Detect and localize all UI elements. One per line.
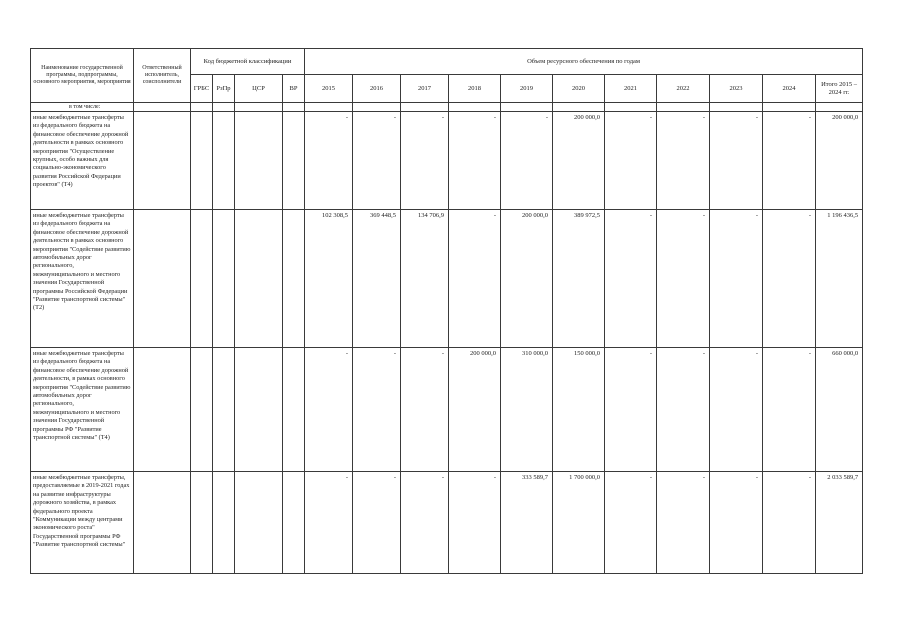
value-cell: - [353,348,401,472]
header-year: 2018 [449,75,501,103]
value-cell: 102 308,5 [305,210,353,348]
row-total: 2 033 589,7 [816,472,863,574]
row-name: иные межбюджетные трансферты из федерального бюджета на финансовое обеспечение дорожной деятельности в рамках основного мероприятия "Осуществление крупных, особо важных для социально-экономического развития Российской Федерации проектов" (Т4) [31,112,134,210]
value-cell: 134 706,9 [401,210,449,348]
value-cell: - [657,112,710,210]
value-cell: - [710,472,763,574]
value-cell: - [710,210,763,348]
header-year: 2019 [501,75,553,103]
value-cell: - [305,112,353,210]
value-cell: - [605,472,657,574]
header-year: 2017 [401,75,449,103]
value-cell: - [305,348,353,472]
empty-cell [134,210,191,348]
empty-cell [191,348,213,472]
value-cell: - [305,472,353,574]
row-name: иные межбюджетные трансферты, предоставляемые в 2019-2021 годах на развитие инфраструктуры дорожного хозяйства, в рамках федерального проекта "Коммуникации между центрами экономического роста" Государственной программы РФ "Развитие транспортной системы" [31,472,134,574]
row-name: иные межбюджетные трансферты из федерального бюджета на финансовое обеспечение дорожной деятельности в рамках основного мероприятия "Содействие развитию автомобильных дорог регионального, межмуниципального и местного значения Государственной программы Российской Федерации "Развитие транспортной системы" (Т2) [31,210,134,348]
value-cell: - [401,112,449,210]
value-cell: - [605,112,657,210]
empty-cell [283,472,305,574]
row-total: 1 196 436,5 [816,210,863,348]
empty-cell [134,348,191,472]
empty-cell [213,112,235,210]
empty-cell [283,348,305,472]
empty-cell [235,348,283,472]
value-cell: - [710,112,763,210]
value-cell: 200 000,0 [449,348,501,472]
value-cell: 369 448,5 [353,210,401,348]
value-cell: 1 700 000,0 [553,472,605,574]
header-budget-code: Код бюджетной классификации [191,49,305,75]
header-year: 2024 [763,75,816,103]
value-cell: - [657,210,710,348]
value-cell: - [657,348,710,472]
subheader-label: в том числе: [31,103,134,112]
empty-cell [283,112,305,210]
empty-cell [213,348,235,472]
empty-cell [191,112,213,210]
header-year: 2022 [657,75,710,103]
header-year: 2020 [553,75,605,103]
empty-cell [134,112,191,210]
value-cell: - [449,112,501,210]
header-total: Итого 2015 – 2024 гг. [816,75,863,103]
value-cell: 150 000,0 [553,348,605,472]
table-row [31,112,863,210]
empty-cell [235,210,283,348]
empty-cell [235,472,283,574]
empty-cell [235,112,283,210]
value-cell: 333 589,7 [501,472,553,574]
table-row [31,210,863,348]
header-vr: ВР [283,75,305,103]
header-responsible: Ответственный исполнитель, соисполнители [134,49,191,103]
header-volume: Объем ресурсного обеспечения по годам [305,49,863,75]
row-name: иные межбюджетные трансферты из федерального бюджета на финансовое обеспечение дорожной деятельности, в рамках основного мероприятия "Содействие развитию автомобильных дорог регионального, межмуниципального и местного значения Государственной программы РФ "Развитие транспортной системы" (Т4) [31,348,134,472]
empty-cell [134,472,191,574]
table-row [31,472,863,574]
value-cell: - [449,472,501,574]
value-cell: - [501,112,553,210]
value-cell: - [763,112,816,210]
header-year: 2023 [710,75,763,103]
value-cell: - [449,210,501,348]
header-rzpr: РзПр [213,75,235,103]
value-cell: - [657,472,710,574]
row-total: 200 000,0 [816,112,863,210]
header-year: 2015 [305,75,353,103]
value-cell: 200 000,0 [553,112,605,210]
value-cell: - [401,348,449,472]
header-year: 2016 [353,75,401,103]
header-row-1 [31,49,863,75]
value-cell: - [605,210,657,348]
value-cell: 310 000,0 [501,348,553,472]
value-cell: - [763,210,816,348]
header-name: Наименование государственной программы, подпрограммы, основного мероприятия, мероприятия [31,49,134,103]
empty-cell [213,210,235,348]
value-cell: - [605,348,657,472]
value-cell: - [353,112,401,210]
subheader-row [31,103,863,112]
empty-cell [191,210,213,348]
value-cell: - [401,472,449,574]
value-cell: 389 972,5 [553,210,605,348]
value-cell: - [763,348,816,472]
value-cell: - [353,472,401,574]
empty-cell [191,472,213,574]
value-cell: - [763,472,816,574]
resource-table [30,48,863,574]
value-cell: - [710,348,763,472]
row-total: 660 000,0 [816,348,863,472]
empty-cell [283,210,305,348]
value-cell: 200 000,0 [501,210,553,348]
header-csr: ЦСР [235,75,283,103]
header-grbs: ГРБС [191,75,213,103]
header-year: 2021 [605,75,657,103]
table-row [31,348,863,472]
empty-cell [213,472,235,574]
